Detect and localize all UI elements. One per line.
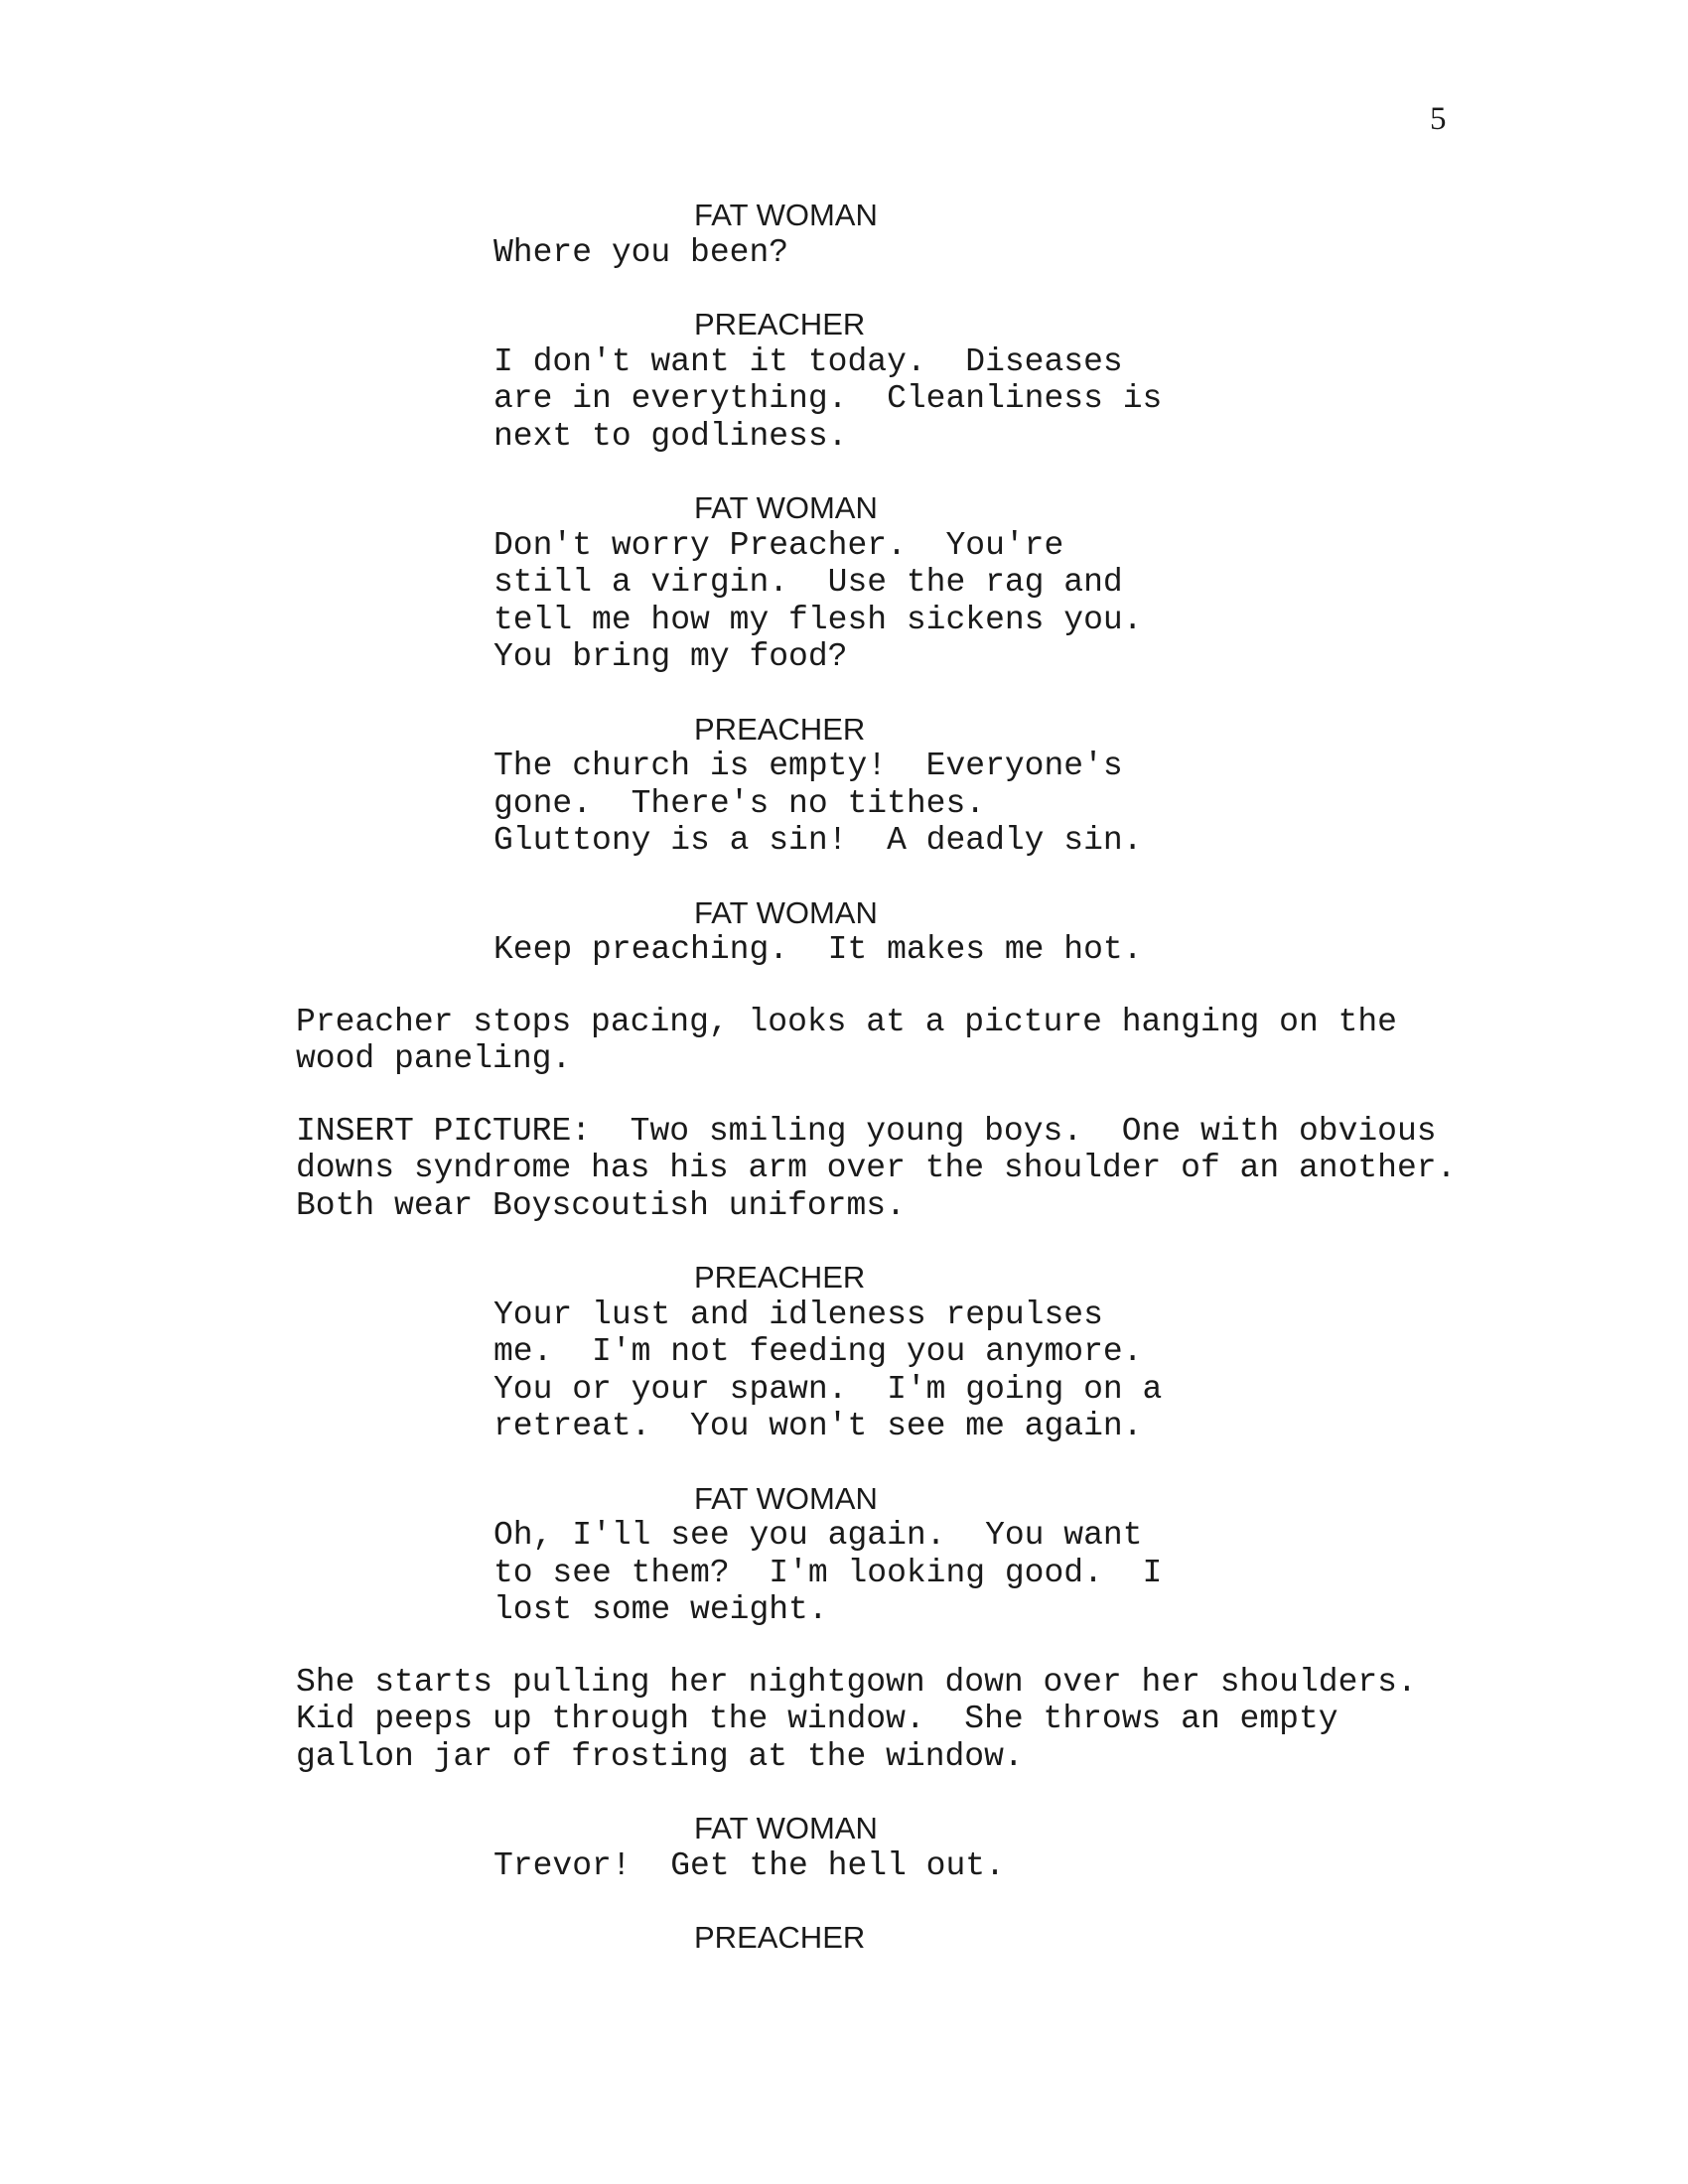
dialogue-line: Don't worry Preacher. You're [493,526,1064,564]
character-cue: PREACHER [694,1260,866,1295]
action-block [0,1113,1688,1225]
character-cue: FAT WOMAN [694,198,878,232]
dialogue-line: next to godliness. [493,417,848,455]
dialogue-block [0,527,1688,676]
dialogue-block [0,343,1688,456]
dialogue-block [0,1297,1688,1445]
dialogue-line: Trevor! Get the hell out. [493,1846,1005,1884]
action-block [0,1004,1688,1078]
action-line: INSERT PICTURE: Two smiling young boys. One with obvious [296,1112,1437,1150]
action-line: She starts pulling her nightgown down over her shoulders. [296,1663,1417,1701]
dialogue-line: still a virgin. Use the rag and [493,564,1123,601]
dialogue-block [0,748,1688,860]
dialogue-line: tell me how my flesh sickens you. [493,601,1143,638]
dialogue-line: The church is empty! Everyone's [493,748,1123,784]
dialogue-line: me. I'm not feeding you anymore. [493,1333,1143,1370]
action-block [0,1664,1688,1776]
dialogue-line: Gluttony is a sin! A deadly sin. [493,822,1143,859]
dialogue-line: You or your spawn. I'm going on a [493,1370,1163,1408]
character-cue: FAT WOMAN [694,490,878,525]
dialogue-block [0,1847,1688,1885]
dialogue-line: retreat. You won't see me again. [493,1408,1143,1444]
dialogue-line: lost some weight. [493,1591,828,1628]
character-cue: PREACHER [694,307,866,341]
character-cue: FAT WOMAN [694,894,878,930]
dialogue-line: Keep preaching. It makes me hot. [493,931,1143,968]
dialogue-block [0,234,1688,272]
action-line: downs syndrome has his arm over the shoulder of an another. [296,1150,1457,1186]
screenplay-body [0,197,1688,1957]
action-line: Kid peeps up through the window. She throws an empty [296,1701,1338,1737]
dialogue-line: You bring my food? [493,638,848,675]
action-line: gallon jar of frosting at the window. [296,1737,1024,1775]
dialogue-line: Where you been? [493,233,789,271]
character-cue: PREACHER [694,711,866,747]
dialogue-line: gone. There's no tithes. [493,784,986,822]
character-cue: PREACHER [694,1920,866,1955]
action-line: wood paneling. [296,1040,572,1077]
dialogue-line: are in everything. Cleanliness is [493,380,1163,417]
action-line: Both wear Boyscoutish uniforms. [296,1186,906,1224]
page-number: 5 [1430,101,1447,137]
dialogue-line: Oh, I'll see you again. You want [493,1517,1143,1554]
dialogue-block [0,931,1688,969]
dialogue-block [0,1517,1688,1629]
dialogue-line: I don't want it today. Diseases [493,342,1123,380]
action-line: Preacher stops pacing, looks at a picture hanging on the [296,1003,1397,1040]
character-cue: FAT WOMAN [694,1480,878,1516]
character-cue: FAT WOMAN [694,1811,878,1845]
dialogue-line: to see them? I'm looking good. I [493,1554,1163,1591]
dialogue-line: Your lust and idleness repulses [493,1296,1103,1333]
